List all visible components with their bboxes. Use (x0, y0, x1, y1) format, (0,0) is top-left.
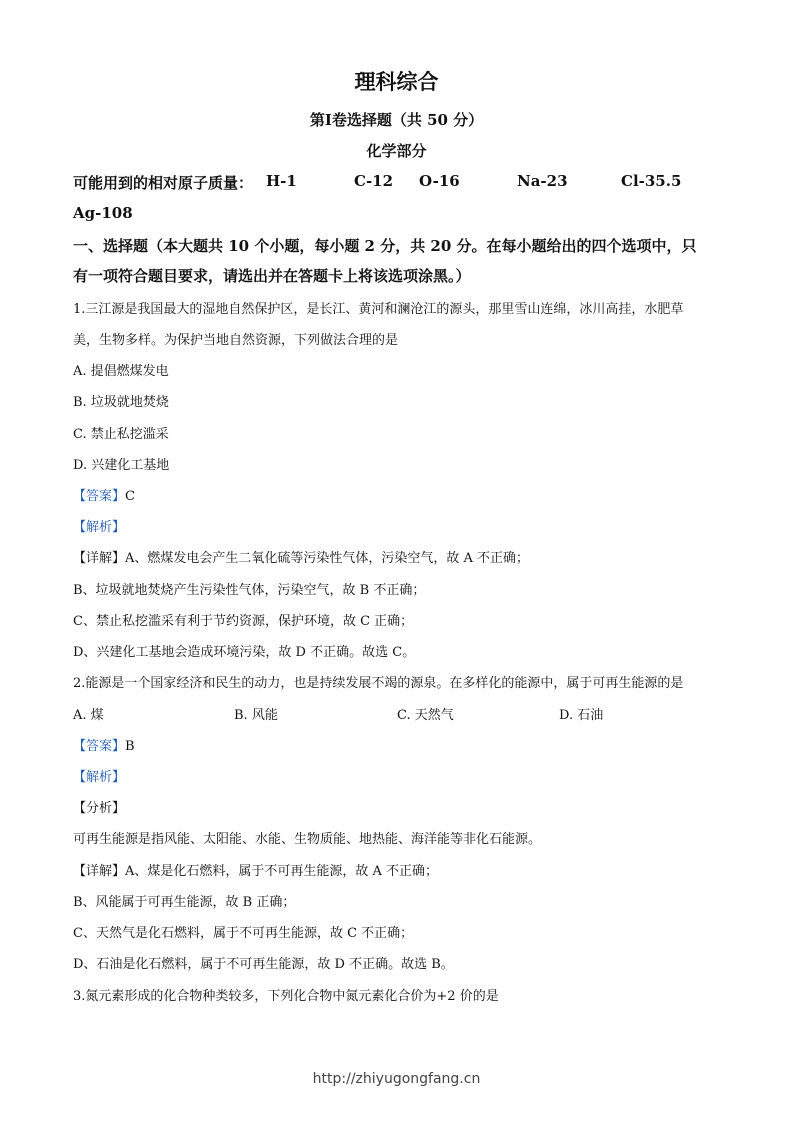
q2-fenxi-text: 可再生能源是指风能、太阳能、水能、生物质能、地热能、海洋能等非化石能源。 (73, 832, 542, 847)
q2-detail-d: D、石油是化石燃料，属于不可再生能源，故 D 不正确。故选 B。 (73, 957, 454, 972)
q2-answer (73, 735, 135, 754)
q1-option-a: A. 提倡燃煤发电 (73, 364, 169, 379)
q1-detail-d: D、兴建化工基地会造成环境污染，故 D 不正确。故选 C。 (73, 645, 416, 660)
atomic-mass-h: H-1 (266, 172, 297, 190)
atomic-mass-o: O-16 (419, 172, 460, 190)
q3-stem: 3.氮元素形成的化合物种类较多，下列化合物中氮元素化合价为+2 价的是 (73, 989, 499, 1004)
footer-url[interactable]: http://zhiyugongfang.cn (312, 1071, 481, 1087)
q1-stem-line2: 美，生物多样。为保护当地自然资源，下列做法合理的是 (73, 333, 399, 348)
q2-option-d: D. 石油 (559, 708, 604, 723)
q2-stem: 2.能源是一个国家经济和民生的动力，也是持续发展不竭的源泉。在多样化的能源中，属于可再生能源的是 (73, 676, 684, 691)
q2-detail-b: B、风能属于可再生能源，故 B 正确； (73, 895, 296, 910)
q2-detail-a: 【详解】A、煤是化石燃料，属于不可再生能源，故 A 不正确； (73, 864, 439, 879)
q1-option-d: D. 兴建化工基地 (73, 458, 170, 473)
atomic-mass-c: C-12 (354, 172, 394, 190)
q2-fenxi-tag: 【分析】 (73, 801, 126, 816)
part-one-heading-line2: 有一项符合题目要求，请选出并在答题卡上将该选项涂黑。） (73, 267, 471, 285)
section-title: 化学部分 (366, 142, 427, 160)
q1-stem-line1: 1.三江源是我国最大的湿地自然保护区，是长江、黄河和澜沧江的源头，那里雪山连绵，冰川高挂，水肥草 (73, 302, 684, 317)
q2-answer-value: B (125, 739, 135, 754)
paper-subtitle: 第Ⅰ卷选择题（共 50 分） (309, 111, 484, 129)
atomic-mass-cl: Cl-35.5 (621, 172, 682, 190)
q2-answer-tag: 【答案】 (73, 739, 126, 754)
q1-answer-tag: 【答案】 (73, 489, 126, 504)
q1-detail-c: C、禁止私挖滥采有利于节约资源，保护环境，故 C 正确； (73, 614, 414, 629)
q1-detail-a: 【详解】A、燃煤发电会产生二氧化硫等污染性气体，污染空气，故 A 不正确； (73, 551, 530, 566)
q1-option-c: C. 禁止私挖滥采 (73, 427, 169, 442)
q1-answer-value: C (125, 489, 135, 504)
q2-option-b: B. 风能 (234, 708, 278, 723)
q2-option-a: A. 煤 (73, 708, 104, 723)
q2-option-c: C. 天然气 (397, 708, 454, 723)
atomic-mass-ag: Ag-108 (73, 204, 133, 222)
page-title: 理科综合 (354, 69, 439, 94)
q2-detail-c: C、天然气是化石燃料，属于不可再生能源，故 C 不正确； (73, 926, 414, 941)
atomic-mass-label: 可能用到的相对原子质量： (73, 174, 254, 192)
q1-analysis-tag: 【解析】 (73, 520, 126, 535)
atomic-mass-na: Na-23 (517, 172, 568, 190)
q1-answer (73, 485, 135, 504)
q2-analysis-tag: 【解析】 (73, 770, 126, 785)
part-one-heading-line1: 一、选择题（本大题共 10 个小题，每小题 2 分，共 20 分。在每小题给出的四个选项中，只 (73, 237, 697, 255)
q1-detail-b: B、垃圾就地焚烧产生污染性气体，污染空气，故 B 不正确； (73, 583, 426, 598)
q1-option-b: B. 垃圾就地焚烧 (73, 395, 169, 410)
